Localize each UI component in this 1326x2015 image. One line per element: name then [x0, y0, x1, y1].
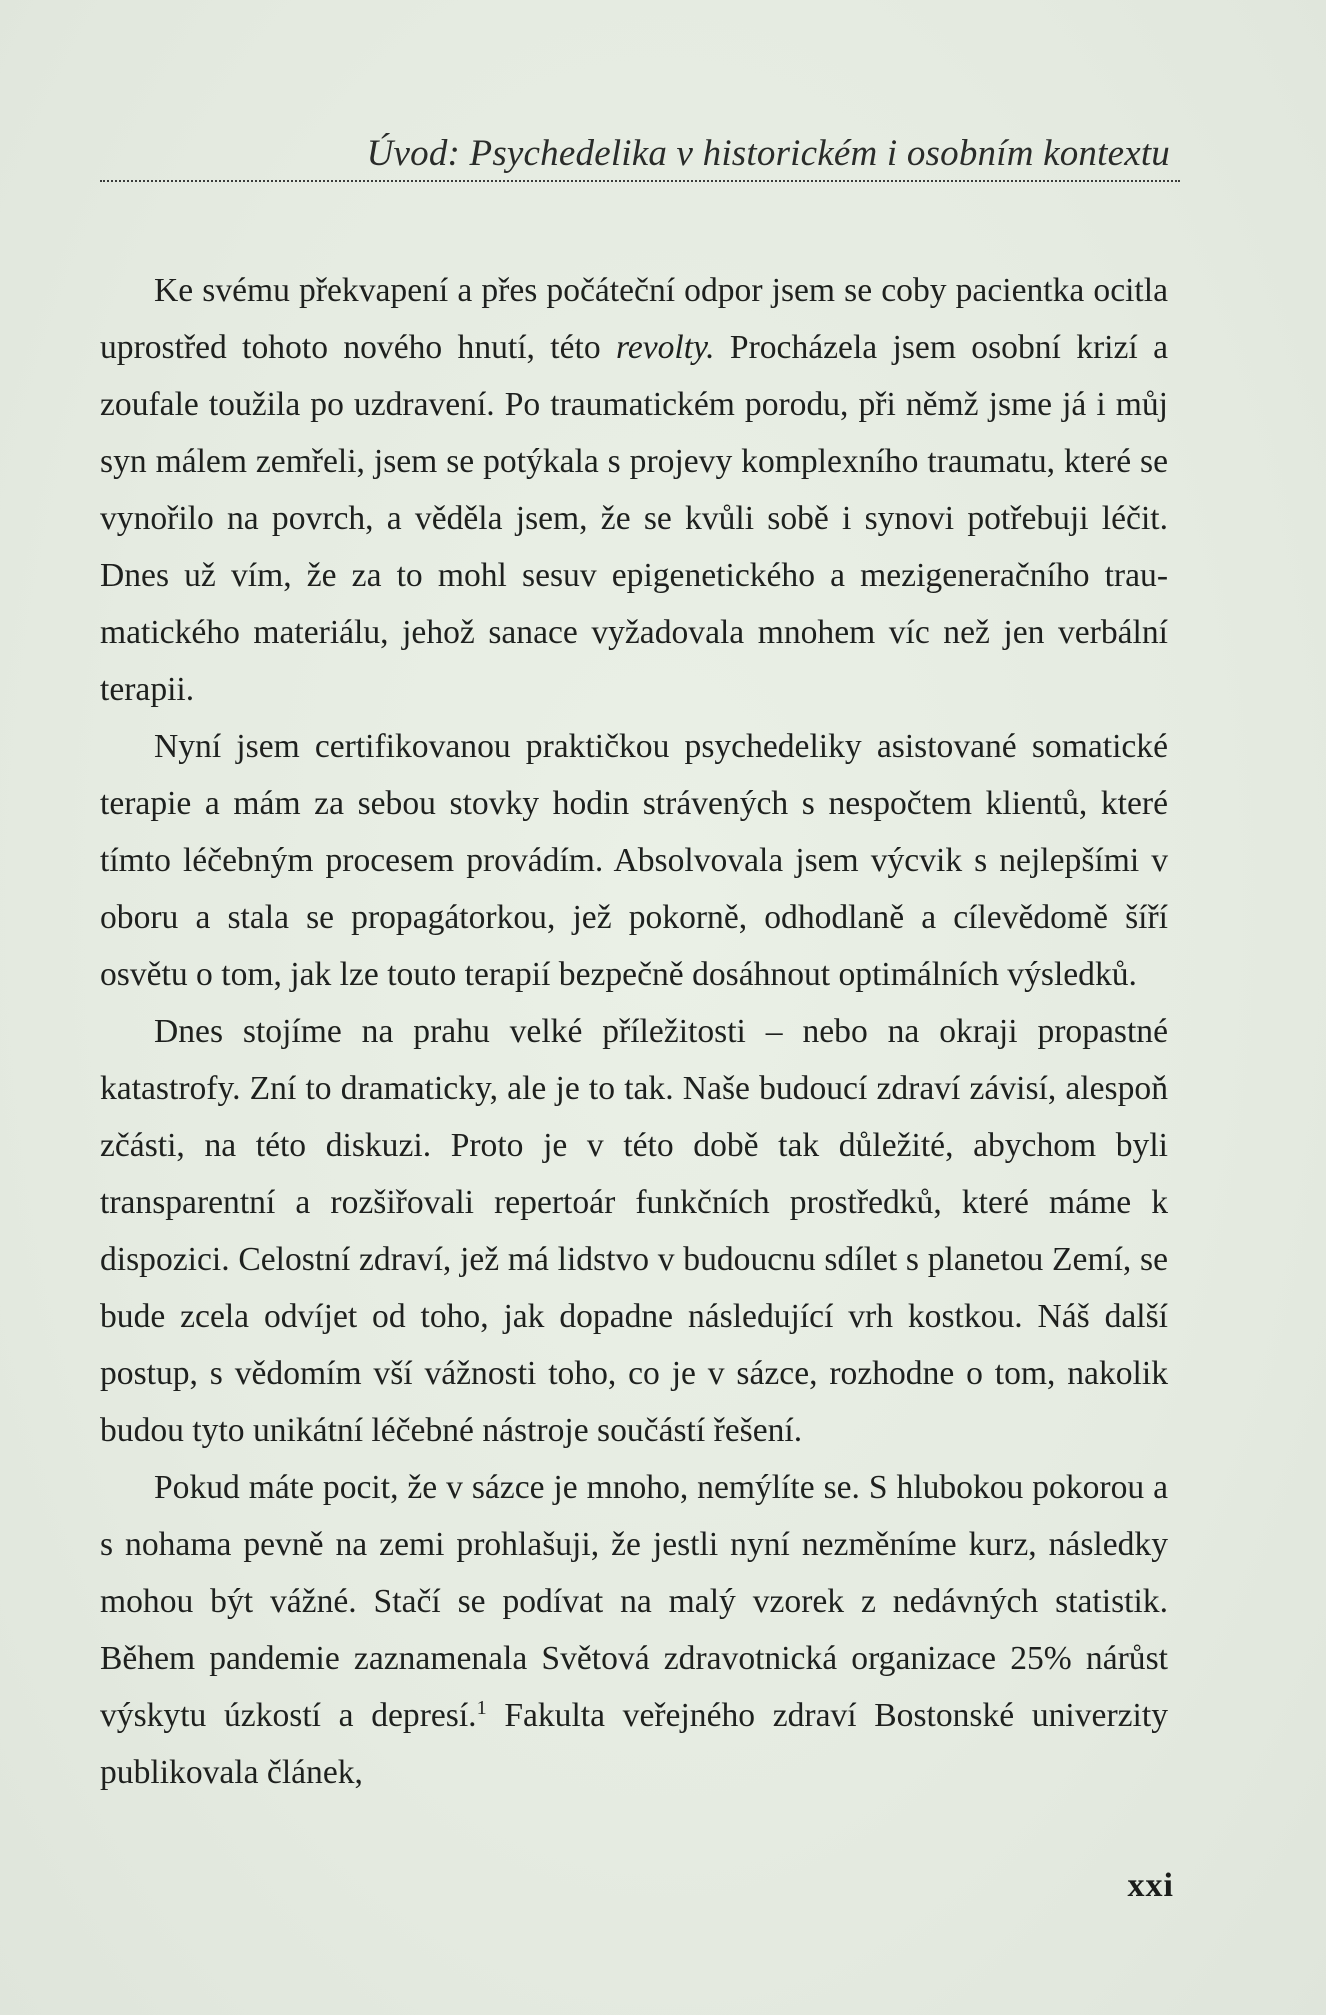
running-head: Úvod: Psychedelika v historickém i osobním kontextu	[366, 133, 1170, 174]
paragraph: Dnes stojíme na prahu velké příležitosti – nebo na okraji propastné katastrofy. Zní to dramaticky, ale je to tak. Naše budoucí zdraví závisí, alespoň zčásti, na této diskuzi. Proto je v této době tak důležité, abychom byli transparentní a rozšiřovali repertoár funkčních prostředků, které máme k dispozici. Celostní zdraví, jež má lidstvo v budoucnu sdílet s planetou Zemí, se bude zcela odvíjet od toho, jak dopadne následující vrh kostkou. Náš další postup, s vědomím vší vážnosti toho, co je v sázce, rozhodne o tom, nakolik budou tyto unikátní léčebné nástroje součástí řešení.	[100, 1013, 1168, 1449]
paragraph-text: Ke svému překvapení a přes počáteční odpor jsem se coby pacientka ocitla uprostřed tohoto nového hnutí, této	[100, 272, 1168, 366]
paragraph-text: Procházela jsem osobní krizí a zoufale toužila po uzdravení. Po traumatickém porodu, při němž jsme já i můj syn málem zemřeli, jsem se potýkala s projevy komplexního traumatu, které se vynořilo na povrch, a věděla jsem, že se kvůli sobě i synovi potřebuji léčit. Dnes už vím, že za to mohl sesuv epigenetického a mezigeneračního traumatického materiálu, jehož sanace vyžadovala mnohem víc než jen verbální terapii.	[100, 329, 1168, 708]
page-header	[100, 110, 1180, 182]
body-text	[100, 262, 1168, 1801]
paragraph: Nyní jsem certifikovanou praktičkou psychedeliky asistované somatické terapie a mám za sebou stovky hodin strávených s nespočtem klientů, které tímto léčebným procesem provádím. Absolvovala jsem výcvik s nejlepšími v oboru a stala se propagátorkou, jež pokorně, odhodlaně a cílevědomě šíří osvětu o tom, jak lze touto terapií bezpečně dosáhnout optimálních výsledků.	[100, 728, 1168, 993]
dotted-rule	[100, 180, 1180, 182]
footnote-marker: 1	[476, 1696, 487, 1719]
paragraph	[100, 262, 1168, 718]
paragraph	[100, 1459, 1168, 1801]
paragraph-text: Pokud máte pocit, že v sázce je mnoho, nemýlíte se. S hlubokou pokorou a s nohama pevně na zemi prohlašuji, že jestli nyní nezměníme kurz, následky mohou být vážné. Stačí se podívat na malý vzorek z nedávných statistik. Během pandemie zaznamenala Světová zdravotnická organizace 25% nárůst výskytu úzkostí a depresí.	[100, 1469, 1168, 1734]
page-number: xxi	[1127, 1867, 1174, 1904]
emphasized-word: revolty.	[616, 329, 715, 366]
paragraph-text: Fakulta veřejného zdraví Bostonské univerzity publikovala článek,	[100, 1697, 1168, 1791]
